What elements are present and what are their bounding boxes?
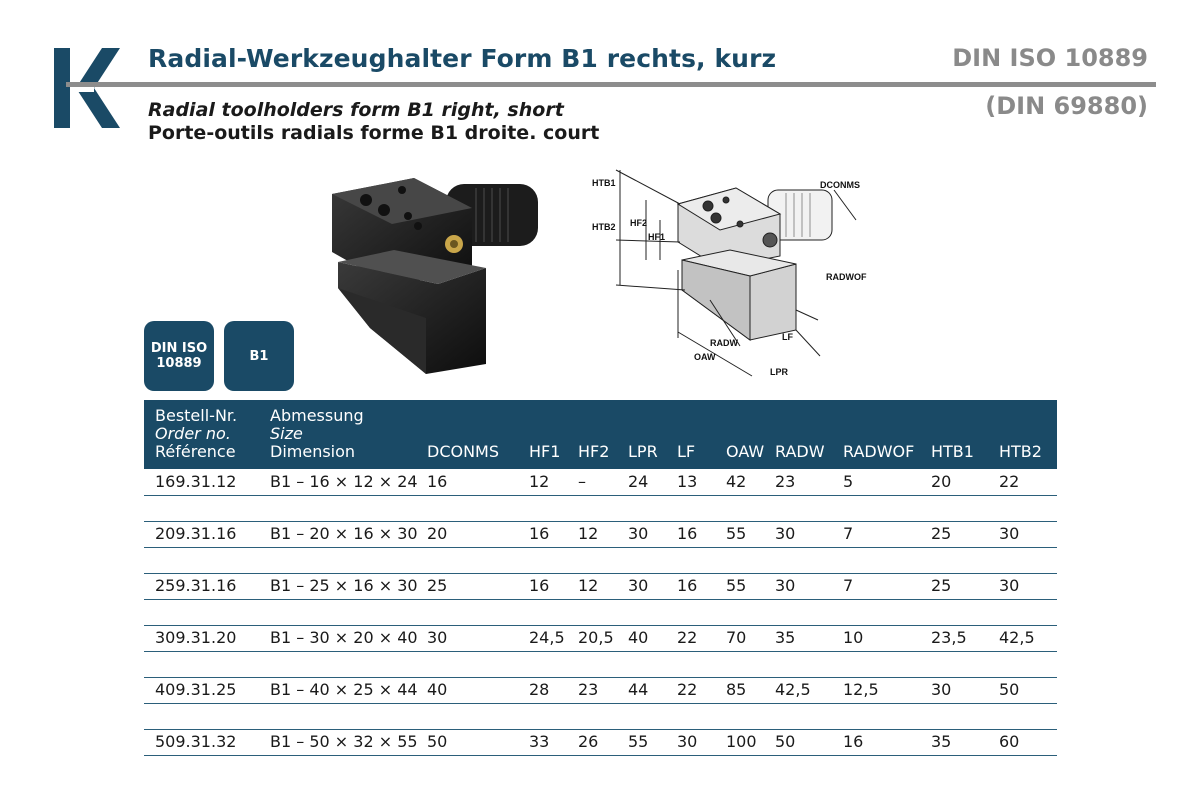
table-cell: 30 bbox=[999, 576, 1020, 595]
table-cell: 30 bbox=[427, 628, 448, 647]
table-cell: 22 bbox=[677, 628, 698, 647]
company-logo bbox=[54, 48, 120, 128]
table-row bbox=[144, 573, 1057, 600]
label-hf2: HF2 bbox=[630, 218, 648, 228]
table-cell: 50 bbox=[427, 732, 448, 751]
table-cell: B1 – 40 × 25 × 44 bbox=[270, 680, 418, 699]
table-cell: B1 – 16 × 12 × 24 bbox=[270, 472, 418, 491]
table-cell: 13 bbox=[677, 472, 698, 491]
table-row-spacer bbox=[144, 704, 1057, 730]
table-cell: 16 bbox=[529, 524, 550, 543]
header-size-fr: Dimension bbox=[270, 442, 356, 461]
header-order-fr: Référence bbox=[155, 442, 236, 461]
title-german: Radial-Werkzeughalter Form B1 rechts, kurz bbox=[148, 44, 777, 73]
table-cell: 23 bbox=[578, 680, 599, 699]
table-cell: 70 bbox=[726, 628, 747, 647]
table-cell: 16 bbox=[677, 576, 698, 595]
badge-form-label: B1 bbox=[249, 348, 269, 364]
table-cell: 40 bbox=[427, 680, 448, 699]
table-cell: 169.31.12 bbox=[155, 472, 237, 491]
table-row bbox=[144, 729, 1057, 756]
table-cell: 60 bbox=[999, 732, 1020, 751]
table-cell: 16 bbox=[427, 472, 448, 491]
table-cell: 16 bbox=[529, 576, 550, 595]
table-cell: 22 bbox=[999, 472, 1020, 491]
title-english: Radial toolholders form B1 right, short bbox=[148, 99, 564, 121]
table-cell: 30 bbox=[999, 524, 1020, 543]
header-radwof: RADWOF bbox=[843, 442, 915, 461]
table-cell: 12,5 bbox=[843, 680, 879, 699]
din-iso-badge bbox=[144, 321, 214, 391]
table-cell: 20 bbox=[931, 472, 952, 491]
table-cell: 30 bbox=[775, 576, 796, 595]
table-cell: 50 bbox=[775, 732, 796, 751]
label-oaw: OAW bbox=[694, 352, 716, 362]
label-dconms: DCONMS bbox=[820, 180, 860, 190]
table-cell: 35 bbox=[931, 732, 952, 751]
table-cell: 509.31.32 bbox=[155, 732, 237, 751]
table-cell: 26 bbox=[578, 732, 599, 751]
header-size-de: Abmessung bbox=[270, 406, 364, 425]
table-cell: 40 bbox=[628, 628, 649, 647]
badge-din-line1: DIN ISO bbox=[150, 341, 208, 356]
table-cell: 209.31.16 bbox=[155, 524, 237, 543]
table-cell: B1 – 50 × 32 × 55 bbox=[270, 732, 418, 751]
label-hf1: HF1 bbox=[648, 232, 666, 242]
table-row bbox=[144, 469, 1057, 496]
table-row-spacer bbox=[144, 652, 1057, 678]
header-lpr: LPR bbox=[628, 442, 658, 461]
table-cell: B1 – 20 × 16 × 30 bbox=[270, 524, 418, 543]
table-cell: 30 bbox=[677, 732, 698, 751]
table-cell: 25 bbox=[931, 576, 952, 595]
label-radw: RADW bbox=[710, 338, 738, 348]
table-row-spacer bbox=[144, 496, 1057, 522]
header-divider bbox=[66, 82, 1156, 87]
table-cell: 5 bbox=[843, 472, 854, 491]
header-hf2: HF2 bbox=[578, 442, 610, 461]
table-cell: 28 bbox=[529, 680, 550, 699]
table-cell: 44 bbox=[628, 680, 649, 699]
table-cell: 50 bbox=[999, 680, 1020, 699]
table-cell: 12 bbox=[578, 524, 599, 543]
table-cell: 100 bbox=[726, 732, 757, 751]
label-radwof: RADWOF bbox=[826, 272, 867, 282]
table-cell: 42,5 bbox=[999, 628, 1035, 647]
table-cell: 259.31.16 bbox=[155, 576, 237, 595]
table-cell: 12 bbox=[578, 576, 599, 595]
technical-drawing bbox=[590, 160, 880, 385]
header-radw: RADW bbox=[775, 442, 825, 461]
table-cell: B1 – 25 × 16 × 30 bbox=[270, 576, 418, 595]
table-cell: 85 bbox=[726, 680, 747, 699]
table-cell: 24,5 bbox=[529, 628, 565, 647]
table-cell: 20,5 bbox=[578, 628, 614, 647]
table-cell: 55 bbox=[628, 732, 649, 751]
header-lf: LF bbox=[677, 442, 696, 461]
header-size-en: Size bbox=[270, 424, 303, 443]
table-cell: 30 bbox=[628, 576, 649, 595]
form-b1-badge bbox=[224, 321, 294, 391]
table-row bbox=[144, 677, 1057, 704]
table-cell: 35 bbox=[775, 628, 796, 647]
label-htb2: HTB2 bbox=[592, 222, 616, 232]
table-cell: 30 bbox=[931, 680, 952, 699]
table-cell: 7 bbox=[843, 576, 854, 595]
table-cell: 55 bbox=[726, 524, 747, 543]
label-lf: LF bbox=[782, 332, 793, 342]
toolholder-photo bbox=[326, 168, 546, 380]
header-order-de: Bestell-Nr. bbox=[155, 406, 238, 425]
badge-din-line2: 10889 bbox=[156, 356, 202, 371]
table-row bbox=[144, 625, 1057, 652]
old-standard-label: (DIN 69880) bbox=[985, 92, 1148, 120]
table-row bbox=[144, 521, 1057, 548]
label-htb1: HTB1 bbox=[592, 178, 616, 188]
table-cell: 24 bbox=[628, 472, 649, 491]
table-cell: – bbox=[578, 472, 586, 491]
table-cell: 409.31.25 bbox=[155, 680, 237, 699]
table-cell: 7 bbox=[843, 524, 854, 543]
table-cell: 23 bbox=[775, 472, 796, 491]
table-cell: 25 bbox=[427, 576, 448, 595]
table-cell: 30 bbox=[628, 524, 649, 543]
table-cell: B1 – 30 × 20 × 40 bbox=[270, 628, 418, 647]
table-cell: 309.31.20 bbox=[155, 628, 237, 647]
standard-label: DIN ISO 10889 bbox=[952, 44, 1148, 72]
table-cell: 16 bbox=[677, 524, 698, 543]
title-french: Porte-outils radials forme B1 droite. court bbox=[148, 122, 600, 144]
header-htb1: HTB1 bbox=[931, 442, 974, 461]
label-lpr: LPR bbox=[770, 367, 788, 377]
table-cell: 33 bbox=[529, 732, 550, 751]
table-cell: 10 bbox=[843, 628, 864, 647]
table-row-spacer bbox=[144, 600, 1057, 626]
table-cell: 30 bbox=[775, 524, 796, 543]
table-header bbox=[144, 400, 1057, 469]
table-cell: 23,5 bbox=[931, 628, 967, 647]
header-oaw: OAW bbox=[726, 442, 765, 461]
header-dconms: DCONMS bbox=[427, 442, 500, 461]
header-order-en: Order no. bbox=[155, 424, 231, 443]
table-cell: 42 bbox=[726, 472, 747, 491]
table-cell: 55 bbox=[726, 576, 747, 595]
table-cell: 20 bbox=[427, 524, 448, 543]
table-row-spacer bbox=[144, 548, 1057, 574]
table-cell: 12 bbox=[529, 472, 550, 491]
table-cell: 16 bbox=[843, 732, 864, 751]
header-htb2: HTB2 bbox=[999, 442, 1042, 461]
table-cell: 22 bbox=[677, 680, 698, 699]
header-hf1: HF1 bbox=[529, 442, 561, 461]
table-cell: 42,5 bbox=[775, 680, 811, 699]
table-cell: 25 bbox=[931, 524, 952, 543]
